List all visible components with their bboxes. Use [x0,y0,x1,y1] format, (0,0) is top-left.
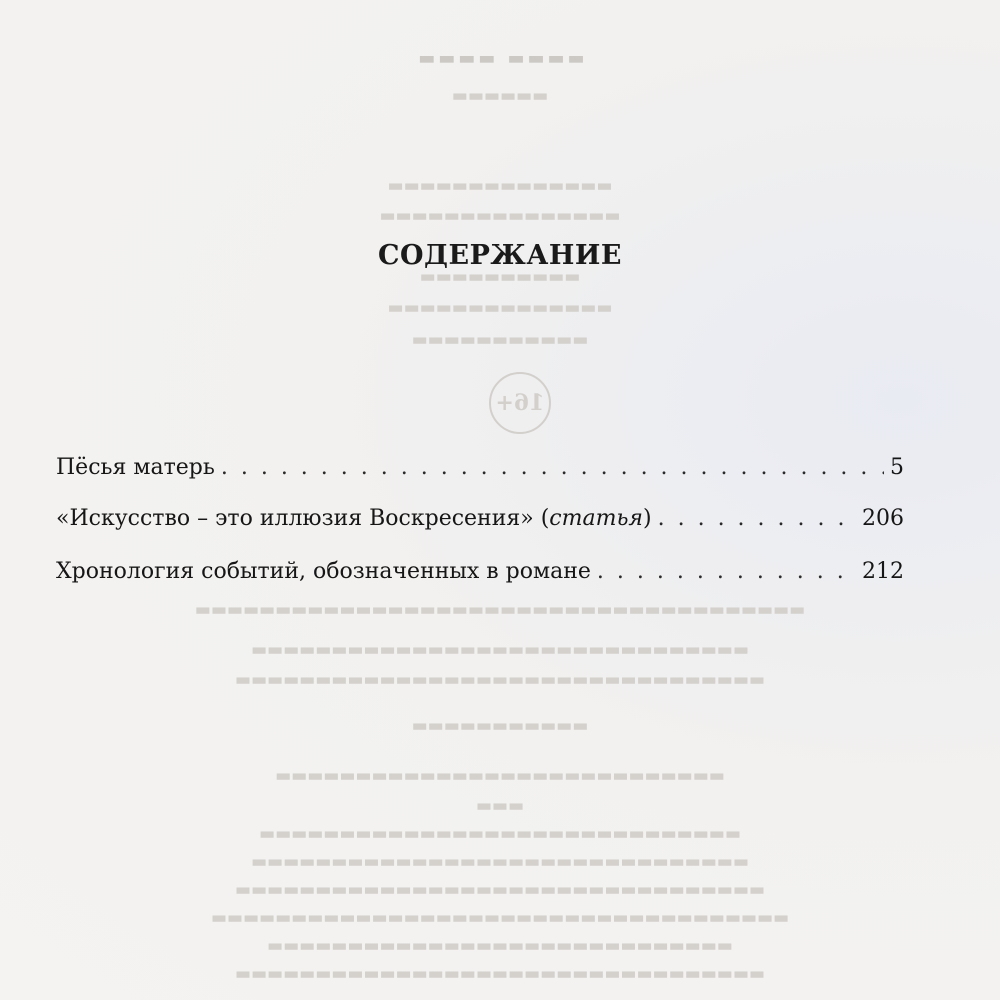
toc-entry-page: 212 [862,559,904,584]
bleed-through-text: ▬▬▬▬▬▬▬▬▬▬▬▬▬▬▬▬▬▬▬▬▬▬▬▬▬▬▬▬▬▬▬▬▬ [234,964,766,984]
bleed-through-text: ▬▬▬▬▬▬▬▬▬▬▬▬▬▬▬ [379,206,621,226]
bleed-through-text: ▬▬▬▬▬▬▬▬▬▬▬ [411,716,589,736]
toc-leader-dots [658,506,856,531]
bleed-through-text: ▬▬▬▬▬▬▬▬▬▬▬▬▬▬▬▬▬▬▬▬▬▬▬▬▬▬▬▬▬▬▬ [251,852,749,872]
bleed-through-text: ▬▬▬▬▬▬▬▬▬▬▬▬▬▬▬▬▬▬▬▬▬▬▬▬▬▬▬▬▬ [267,936,733,956]
toc-leader-dots [221,455,884,480]
toc-entry-page: 206 [862,506,904,531]
toc-entry[interactable] [56,559,904,584]
toc-leader-dots [597,559,856,584]
bleed-through-text: ▬▬▬▬▬▬▬▬▬▬▬▬▬▬▬▬▬▬▬▬▬▬▬▬▬▬▬▬▬▬▬▬▬ [234,670,766,690]
bleed-through-text: ▬▬▬▬ ▬▬▬▬ [415,48,585,69]
bleed-through-text: ▬▬▬▬▬▬▬▬▬▬ [419,267,581,287]
toc-entry-title: «Искусство – это иллюзия Воскресения» (статья) [56,506,652,531]
toc-entry[interactable] [56,506,904,531]
bleed-through-text: ▬▬▬ [475,796,525,816]
bleed-through-text: ▬▬▬▬▬▬▬▬▬▬▬▬▬▬▬▬▬▬▬▬▬▬▬▬▬▬▬▬ [275,766,725,786]
toc-entry-title: Хронология событий, обозначенных в романе [56,559,591,584]
bleed-through-text: ▬▬▬▬▬▬ [451,86,549,106]
bleed-through-text: ▬▬▬▬▬▬▬▬▬▬▬▬▬▬▬▬▬▬▬▬▬▬▬▬▬▬▬▬▬▬▬▬▬▬▬▬▬▬ [194,600,806,620]
toc-entry[interactable] [56,455,904,480]
bleed-through-text: ▬▬▬▬▬▬▬▬▬▬▬▬▬▬▬▬▬▬▬▬▬▬▬▬▬▬▬▬▬▬▬ [251,640,749,660]
toc-entry-title: Пёсья матерь [56,455,215,480]
bleed-through-text: ▬▬▬▬▬▬▬▬▬▬▬ [411,330,589,350]
age-rating-stamp-bleed: 16+ [489,372,551,434]
contents-title: СОДЕРЖАНИЕ [378,240,622,271]
bleed-through-text: ▬▬▬▬▬▬▬▬▬▬▬▬▬▬▬▬▬▬▬▬▬▬▬▬▬▬▬▬▬▬▬▬▬▬▬▬ [210,908,790,928]
bleed-through-text: ▬▬▬▬▬▬▬▬▬▬▬▬▬▬▬▬▬▬▬▬▬▬▬▬▬▬▬▬▬▬ [259,824,741,844]
bleed-through-text: ▬▬▬▬▬▬▬▬▬▬▬▬▬▬ [387,298,613,318]
bleed-through-text: ▬▬▬▬▬▬▬▬▬▬▬▬▬▬ [387,176,613,196]
toc-entry-note: статья [549,506,644,531]
toc-entry-page: 5 [890,455,904,480]
bleed-through-text: ▬▬▬▬▬▬▬▬▬▬▬▬▬▬▬▬▬▬▬▬▬▬▬▬▬▬▬▬▬▬▬▬▬ [234,880,766,900]
